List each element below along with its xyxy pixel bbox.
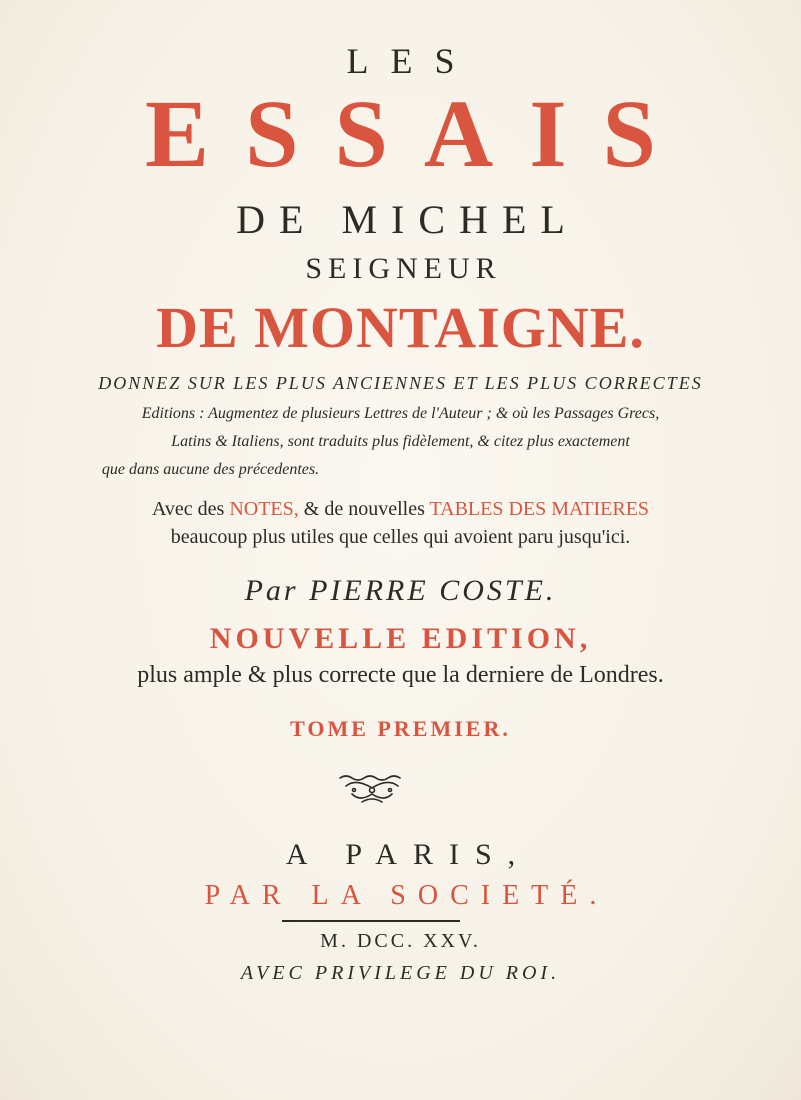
nouvelle-edition: NOUVELLE EDITION, — [209, 622, 592, 655]
tables-label: TABLES DES MATIERES — [429, 498, 650, 520]
title-les: LES — [346, 41, 477, 81]
avec-text-1: Avec des — [151, 498, 230, 520]
avec-text-2: & de nouvelles — [298, 498, 430, 520]
notes-tables-line — [0, 498, 801, 521]
title-de-montaigne: DE MONTAIGNE. — [156, 295, 645, 360]
beaucoup-line: beaucoup plus utiles que celles qui avoient paru jusqu'ici. — [170, 526, 631, 548]
subtitle-line: DONNEZ SUR LES PLUS ANCIENNES ET LES PLUS CORRECTES — [98, 373, 703, 393]
plus-ample-line: plus ample & plus correcte que la derniere de Londres. — [137, 662, 664, 688]
title-seigneur: SEIGNEUR — [305, 252, 502, 285]
title-essais: ESSAIS — [145, 80, 692, 187]
editions-line-3: que dans aucune des précedentes. — [101, 461, 320, 478]
publisher-line: PAR LA SOCIETÉ. — [204, 880, 609, 911]
notes-label: NOTES, — [229, 498, 299, 520]
fleuron-ornament-icon — [332, 772, 412, 808]
place-paris: A PARIS, — [285, 838, 532, 871]
privilege-line: AVEC PRIVILEGE DU ROI. — [240, 962, 561, 984]
editions-line-2: Latins & Italiens, sont traduits plus fidèlement, & citez plus exactement — [171, 433, 630, 450]
author-line: Par PIERRE COSTE. — [244, 574, 557, 607]
editions-line-1: Editions : Augmentez de plusieurs Lettres de l'Auteur ; & où les Passages Grecs, — [141, 405, 660, 422]
tome-premier: TOME PREMIER. — [290, 716, 511, 741]
divider-rule — [282, 920, 460, 922]
imprint-date: M. DCC. XXV. — [320, 930, 481, 952]
title-de-michel: DE MICHEL — [236, 197, 579, 242]
